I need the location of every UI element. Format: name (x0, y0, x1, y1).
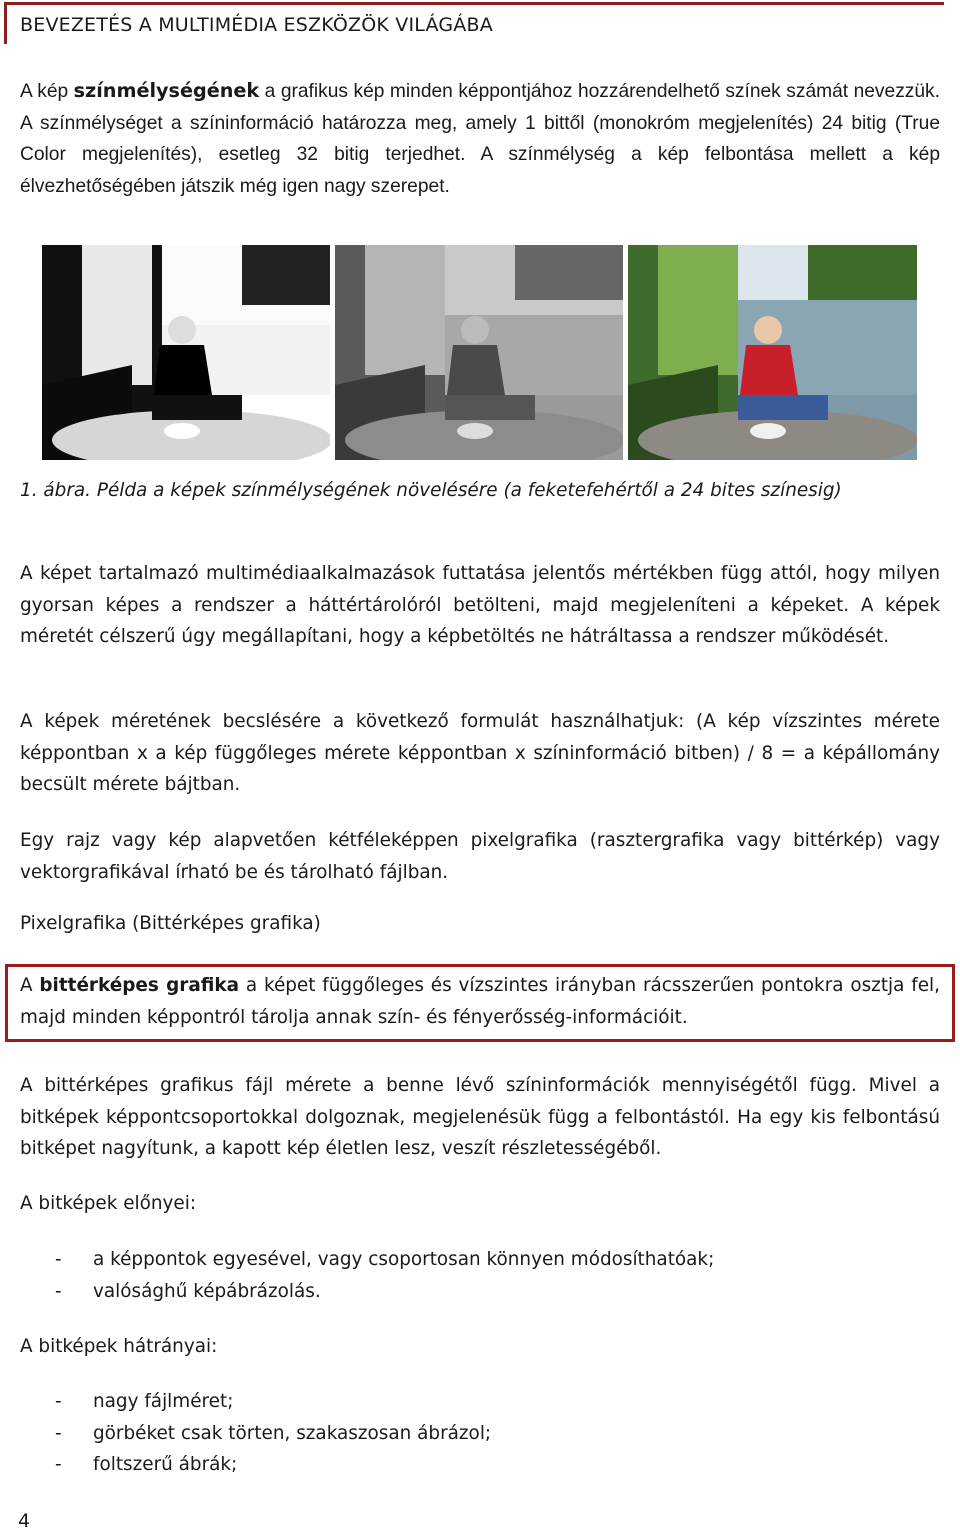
definition-bold-term: bittérképes grafika (39, 975, 240, 996)
photo-grayscale (335, 245, 623, 460)
figure-caption (20, 480, 940, 501)
intro-paragraph (20, 75, 940, 202)
definition-paragraph (20, 970, 940, 1033)
advantages-title: A bitképek előnyei: (20, 1193, 197, 1214)
running-header-title: BEVEZETÉS A MULTIMÉDIA ESZKÖZÖK VILÁGÁBA (20, 14, 493, 36)
paragraph-loading: A képet tartalmazó multimédiaalkalmazások futtatása jelentős mértékben függ attól, hogy milyen gyorsan képes a rendszer a háttértárolóról betölteni, majd megjeleníteni a képeket. A képek méretét célszerű úgy megállapítani, hogy a képbetöltés ne hátráltassa a rendszer működését. (20, 563, 940, 647)
paragraph-bitmap-size: A bittérképes grafikus fájl mérete a benne lévő színinformációk mennyiségétől függ. Mivel a bitképek képpontcsoportokkal dolgoznak, megjelenésük függ a felbontástól. Ha egy kis felbontású bitképet nagyítunk, a kapott kép életlen lesz, veszít részletességéből. (20, 1075, 940, 1159)
figure-caption-number: 1. ábra. (20, 480, 92, 501)
figure-caption-text: Példa a képek színmélységének növelésére (a feketefehértől a 24 bites színesig) (91, 480, 842, 501)
disadvantages-list (55, 1386, 491, 1481)
disadvantages-title: A bitképek hátrányai: (20, 1336, 218, 1357)
intro-post: a grafikus kép minden képpontjához hozzárendelhető színek számát nevezzük. A színmélységet a színinformáció határozza meg, amely 1 bittől (monokróm megjelenítés) 24 bitig (True Color megjelenítés), esetleg 32 bitig terjedhet. A színmélység a kép felbontása mellett a kép élvezhetőségében játszik még igen nagy szerepet. (20, 81, 940, 197)
paragraph-size-formula: A képek méretének becslésére a következő formulát használhatjuk: (A kép vízszintes mérete képpontban x a kép függőleges mérete képpontban x színinformáció bitben) / 8 = a képállomány becsült mérete bájtban. (20, 711, 940, 795)
list-item: - a képpontok egyesével, vagy csoportosan könnyen módosíthatóak; (55, 1249, 715, 1270)
photo-black-white (42, 245, 330, 460)
list-item: - valósághű képábrázolás. (55, 1280, 321, 1302)
page-number: 4 (18, 1510, 31, 1532)
intro-pre: A kép (20, 81, 74, 102)
paragraph-graphics-types: Egy rajz vagy kép alapvetően kétféleképpen pixelgrafika (rasztergrafika vagy bittérkép) vagy vektorgrafikával írható be és tárolható fájlban. (20, 830, 940, 883)
list-item: - nagy fájlméret; (55, 1391, 234, 1412)
definition-post: a képet függőleges és vízszintes irányban rácsszerűen pontokra osztja fel, majd minden képpontról tárolja annak szín- és fényerősség-információit. (20, 975, 940, 1028)
list-item: - foltszerű ábrák; (55, 1454, 238, 1475)
section-heading: Pixelgrafika (Bittérképes grafika) (20, 913, 321, 934)
intro-bold-term: színmélységének (73, 79, 260, 102)
list-item: - görbéket csak törten, szakaszosan ábrázol; (55, 1422, 492, 1444)
advantages-list (55, 1244, 714, 1307)
photo-color (628, 245, 917, 460)
definition-pre: A (20, 975, 40, 996)
